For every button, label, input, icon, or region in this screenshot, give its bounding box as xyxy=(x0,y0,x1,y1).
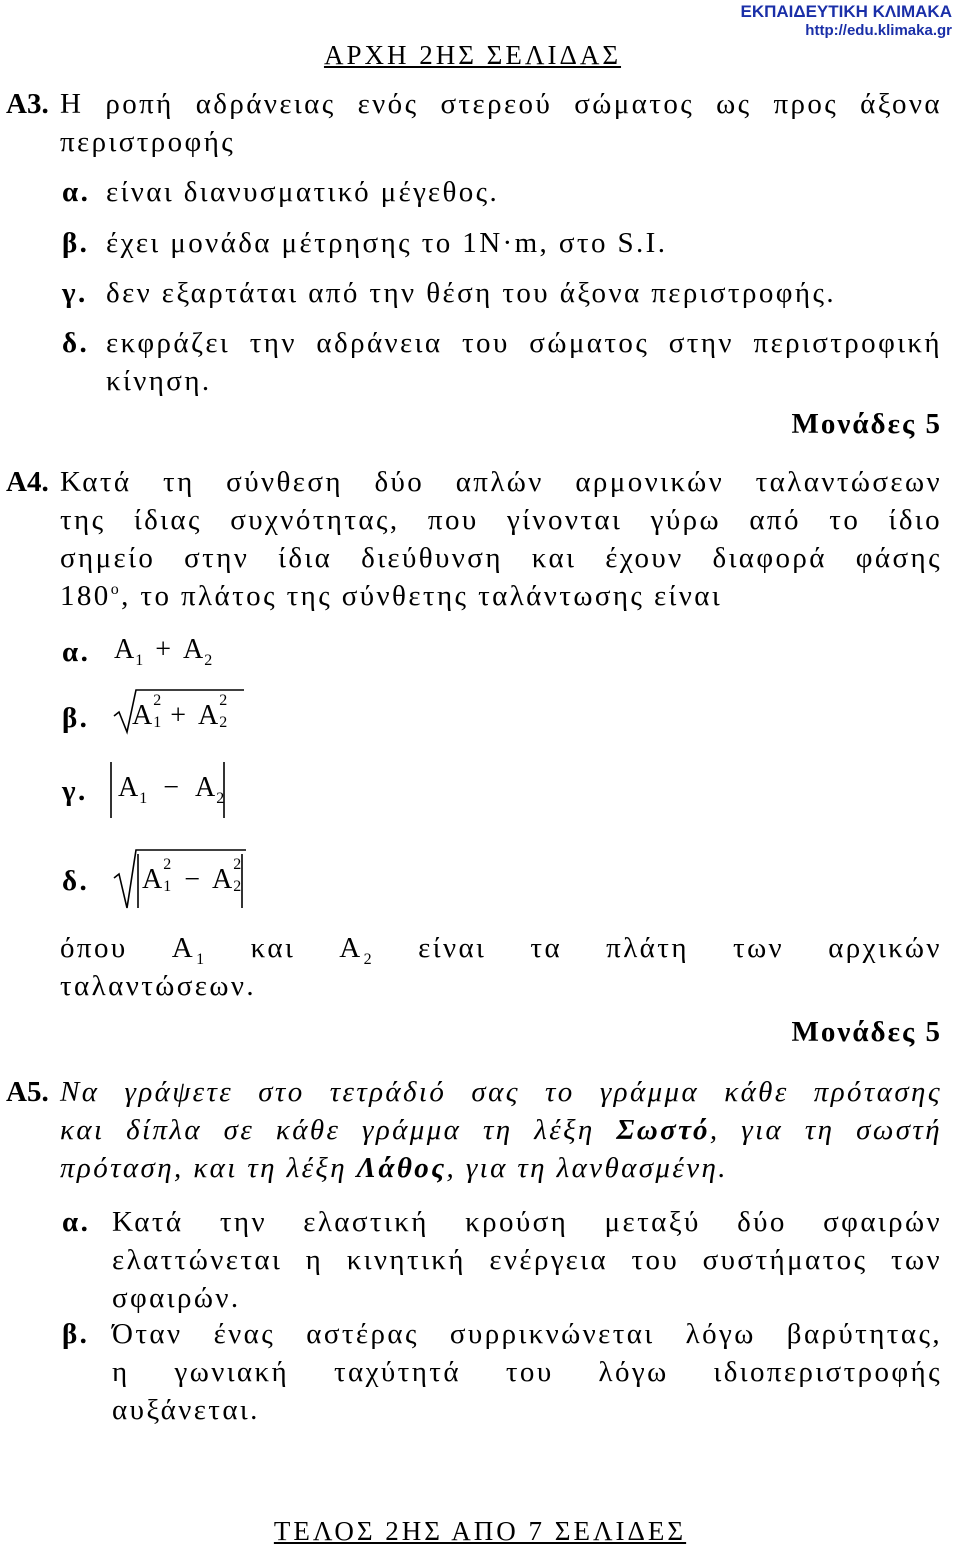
option-letter: γ. xyxy=(62,277,88,309)
amp-symbol: A xyxy=(132,700,153,731)
where-word: όπου xyxy=(60,932,128,964)
where-word: και xyxy=(250,932,296,964)
option-text: δεν εξαρτάται από την θέση του άξονα περιστροφής. xyxy=(106,277,836,309)
option-text: έχει μονάδα μέτρησης το 1N·m, στο S.I. xyxy=(106,227,668,259)
amp-symbol: A xyxy=(183,634,204,665)
item-text-line1: Κατά την ελαστική κρούση μεταξύ δύο σφαιρών xyxy=(112,1206,942,1238)
question-a3-stem-line1: Η ροπή αδράνειας ενός στερεού σώματος ως προς άξονα xyxy=(60,88,942,120)
question-a5-line3: πρόταση, και τη λέξη Λάθος, για τη λανθασμένη. xyxy=(60,1152,728,1184)
page-header: ΑΡΧΗ 2ΗΣ ΣΕΛΙΔΑΣ xyxy=(323,40,622,70)
amp-symbol: A xyxy=(195,772,216,803)
plus-operator: + xyxy=(170,700,187,731)
question-a4-number: Α4. xyxy=(6,466,49,498)
item-letter: β. xyxy=(62,1318,90,1350)
brand xyxy=(740,2,952,40)
degree-symbol: ο xyxy=(110,581,122,598)
exponent: 2 xyxy=(163,856,172,873)
amp-symbol: A xyxy=(212,864,233,895)
option-letter: δ. xyxy=(62,327,90,359)
brand-name: ΕΚΠΑΙΔΕΥΤΙΚΗ ΚΛΙΜΑΚΑ xyxy=(740,2,952,21)
formula-sqrt-sum xyxy=(132,692,232,732)
exponent: 2 xyxy=(219,692,228,709)
amp-symbol: A xyxy=(118,772,139,803)
amp-index: 1 xyxy=(135,652,144,669)
amp-symbol: A xyxy=(142,864,163,895)
amp-index: 2 xyxy=(204,652,213,669)
minus-operator: − xyxy=(163,772,180,803)
where-line1 xyxy=(60,932,942,968)
item-text-line1: Όταν ένας αστέρας συρρικνώνεται λόγω βαρύτητας, xyxy=(112,1318,942,1350)
option-letter: β. xyxy=(62,227,90,259)
question-a5-number: Α5. xyxy=(6,1076,49,1108)
minus-operator: − xyxy=(184,864,201,895)
amp-index: 2 xyxy=(233,878,242,895)
amp-a1: $A_1$ xyxy=(171,932,207,968)
where-line2: ταλαντώσεων. xyxy=(60,970,257,1002)
formula-abs-diff xyxy=(118,772,225,807)
option-text-continued: κίνηση. xyxy=(106,365,212,397)
amp-index: 1 xyxy=(139,790,148,807)
stem-line4-rest: , το πλάτος της σύνθετης ταλάντωσης είναι xyxy=(121,580,723,612)
where-word: είναι xyxy=(418,932,487,964)
amp-index: 1 xyxy=(153,714,162,731)
where-word: πλάτη xyxy=(606,932,689,964)
brand-url[interactable]: http://edu.klimaka.gr xyxy=(805,22,952,39)
amp-index: 2 xyxy=(216,790,225,807)
item-text-line3: αυξάνεται. xyxy=(112,1394,260,1426)
option-letter: γ. xyxy=(62,775,88,807)
word-correct: Σωστό xyxy=(616,1114,710,1146)
option-letter: β. xyxy=(62,702,90,734)
where-word: τα xyxy=(530,932,563,964)
option-letter: δ. xyxy=(62,865,90,897)
exponent: 2 xyxy=(153,692,162,709)
angle-value: 180 xyxy=(60,580,111,612)
question-a4-stem-line2: της ίδιας συχνότητας, που γίνονται γύρω από το ίδιο xyxy=(60,504,942,536)
item-text-line2: η γωνιακή ταχύτητά του λόγω ιδιοπεριστροφής xyxy=(112,1356,942,1388)
units-a3: Μονάδες 5 xyxy=(791,408,942,440)
formula-sqrt-abs-diff xyxy=(142,856,246,896)
amp-a2: $A_2$ xyxy=(339,932,375,968)
question-a3-number: Α3. xyxy=(6,88,49,120)
amp-index: 2 xyxy=(219,714,228,731)
item-text-line2: ελαττώνεται η κινητική ενέργεια του συστήματος των xyxy=(112,1244,942,1276)
amp-symbol: A xyxy=(198,700,219,731)
plus-operator: + xyxy=(155,634,172,665)
word-wrong: Λάθος xyxy=(356,1152,447,1184)
option-text: είναι διανυσματικό μέγεθος. xyxy=(106,176,500,208)
exponent: 2 xyxy=(233,856,242,873)
option-letter: α. xyxy=(62,636,91,668)
where-word: των xyxy=(733,932,785,964)
amp-index: 1 xyxy=(163,878,172,895)
page-footer: ΤΕΛΟΣ 2ΗΣ ΑΠΟ 7 ΣΕΛΙΔΕΣ xyxy=(273,1516,687,1546)
item-letter: α. xyxy=(62,1206,91,1238)
formula-sum xyxy=(114,634,213,669)
question-a5-line2: και δίπλα σε κάθε γράμμα τη λέξη Σωστό, για τη σωστή xyxy=(60,1114,942,1146)
question-a5-line1: Να γράψετε στο τετράδιό σας το γράμμα κάθε πρότασης xyxy=(60,1076,942,1108)
units-a4: Μονάδες 5 xyxy=(791,1016,942,1048)
question-a4-stem-line1: Κατά τη σύνθεση δύο απλών αρμονικών ταλαντώσεων xyxy=(60,466,942,498)
question-a4-stem-line4 xyxy=(60,580,722,613)
question-a4-stem-line3: σημείο στην ίδια διεύθυνση και έχουν διαφορά φάσης xyxy=(60,542,942,574)
item-text-line3: σφαιρών. xyxy=(112,1282,241,1314)
option-text: εκφράζει την αδράνεια του σώματος στην περιστροφική xyxy=(106,327,942,359)
option-letter: α. xyxy=(62,176,91,208)
where-word: αρχικών xyxy=(828,932,942,964)
amp-symbol: A xyxy=(114,634,135,665)
question-a3-stem-line2: περιστροφής xyxy=(60,126,236,158)
